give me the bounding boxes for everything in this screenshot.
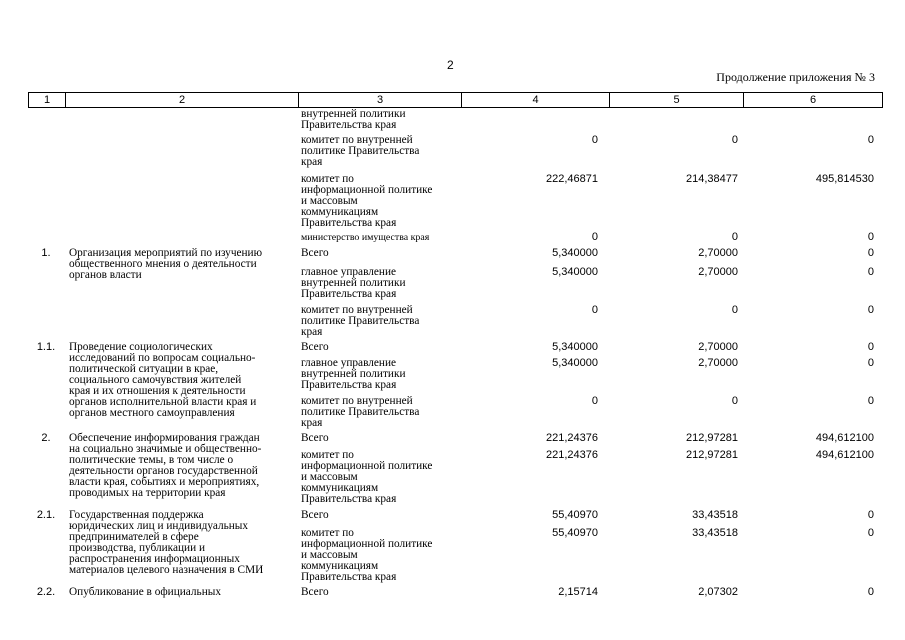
row-executor: комитет по внутренней политике Правительства края <box>301 395 420 429</box>
row-value-col4: 221,24376 <box>546 449 598 461</box>
row-value-col5: 2,07302 <box>698 586 738 598</box>
row-value-col4: 5,340000 <box>552 247 598 259</box>
header-col-3: 3 <box>299 93 462 108</box>
row-value-col6: 494,612100 <box>815 449 874 461</box>
row-executor: Всего <box>301 432 329 444</box>
header-col-4: 4 <box>462 93 610 108</box>
row-value-col6: 494,612100 <box>815 432 874 444</box>
row-value-col5: 2,70000 <box>698 266 738 278</box>
row-value-col5: 212,97281 <box>686 432 738 444</box>
row-number: 2.1. <box>36 509 56 521</box>
row-name: Проведение социологических исследований по вопросам социально- политической ситуации в крае, социального самочувствия жителей края и их отношения к деятельности органов исполнительной власти края и органов местного самоуправления <box>69 341 257 419</box>
row-value-col4: 0 <box>591 231 598 243</box>
row-value-col5: 2,70000 <box>698 247 738 259</box>
row-executor: комитет по информационной политике и массовым коммуникациям Правительства края <box>301 527 433 583</box>
row-value-col6: 495,814530 <box>815 173 874 185</box>
row-value-col5: 214,38477 <box>686 173 738 185</box>
row-number: 1. <box>41 247 51 259</box>
continuation-label: Продолжение приложения № 3 <box>716 70 875 84</box>
row-value-col6: 0 <box>867 527 874 539</box>
page-number: 2 <box>447 58 454 72</box>
row-name: Обеспечение информирования граждан на социально значимые и общественно- политические темы, в том числе о деятельности органов государственной власти края, событиях и мероприятиях, проводимых на территории края <box>69 432 262 499</box>
row-executor: министерство имущества края <box>301 232 430 243</box>
row-executor: главное управление внутренней политики Правительства края <box>301 266 406 300</box>
row-executor: Всего <box>301 341 329 353</box>
row-name: Опубликование в официальных <box>69 586 221 598</box>
row-value-col4: 5,340000 <box>552 266 598 278</box>
row-executor: Всего <box>301 509 329 521</box>
row-value-col4: 2,15714 <box>558 586 598 598</box>
row-value-col6: 0 <box>867 357 874 369</box>
row-value-col5: 33,43518 <box>692 509 738 521</box>
row-value-col4: 0 <box>591 395 598 407</box>
row-executor: комитет по внутренней политике Правительства края <box>301 304 420 338</box>
row-executor: комитет по информационной политике и массовым коммуникациям Правительства края <box>301 173 433 229</box>
row-value-col5: 0 <box>731 134 738 146</box>
row-value-col4: 5,340000 <box>552 341 598 353</box>
row-value-col5: 212,97281 <box>686 449 738 461</box>
header-col-1: 1 <box>29 93 66 108</box>
row-number: 2. <box>41 432 51 444</box>
row-value-col5: 33,43518 <box>692 527 738 539</box>
row-value-col5: 2,70000 <box>698 341 738 353</box>
row-value-col5: 0 <box>731 231 738 243</box>
row-name: Организация мероприятий по изучению общественного мнения о деятельности органов власти <box>69 247 263 281</box>
row-value-col6: 0 <box>867 586 874 598</box>
row-executor: комитет по внутренней политике Правительства края <box>301 134 420 168</box>
row-value-col4: 5,340000 <box>552 357 598 369</box>
row-value-col6: 0 <box>867 395 874 407</box>
row-value-col5: 2,70000 <box>698 357 738 369</box>
row-value-col4: 0 <box>591 134 598 146</box>
row-executor: внутренней политики Правительства края <box>301 108 406 131</box>
row-value-col4: 55,40970 <box>552 509 598 521</box>
table-header <box>28 92 883 108</box>
header-col-5: 5 <box>610 93 744 108</box>
row-value-col4: 222,46871 <box>546 173 598 185</box>
header-col-6: 6 <box>744 93 883 108</box>
row-value-col6: 0 <box>867 509 874 521</box>
row-executor: комитет по информационной политике и массовым коммуникациям Правительства края <box>301 449 433 505</box>
row-value-col6: 0 <box>867 247 874 259</box>
row-name: Государственная поддержка юридических лиц и индивидуальных предпринимателей в сфере производства, публикации и распространения информационных материалов целевого назначения в СМИ <box>69 509 264 576</box>
row-value-col6: 0 <box>867 341 874 353</box>
row-value-col6: 0 <box>867 134 874 146</box>
row-executor: Всего <box>301 247 329 259</box>
row-value-col4: 221,24376 <box>546 432 598 444</box>
row-value-col5: 0 <box>731 395 738 407</box>
row-executor: Всего <box>301 586 329 598</box>
row-executor: главное управление внутренней политики Правительства края <box>301 357 406 391</box>
row-value-col4: 0 <box>591 304 598 316</box>
row-value-col6: 0 <box>867 304 874 316</box>
header-col-2: 2 <box>66 93 299 108</box>
row-value-col6: 0 <box>867 231 874 243</box>
row-value-col5: 0 <box>731 304 738 316</box>
row-number: 1.1. <box>36 341 56 353</box>
row-number: 2.2. <box>36 586 56 598</box>
row-value-col6: 0 <box>867 266 874 278</box>
row-value-col4: 55,40970 <box>552 527 598 539</box>
